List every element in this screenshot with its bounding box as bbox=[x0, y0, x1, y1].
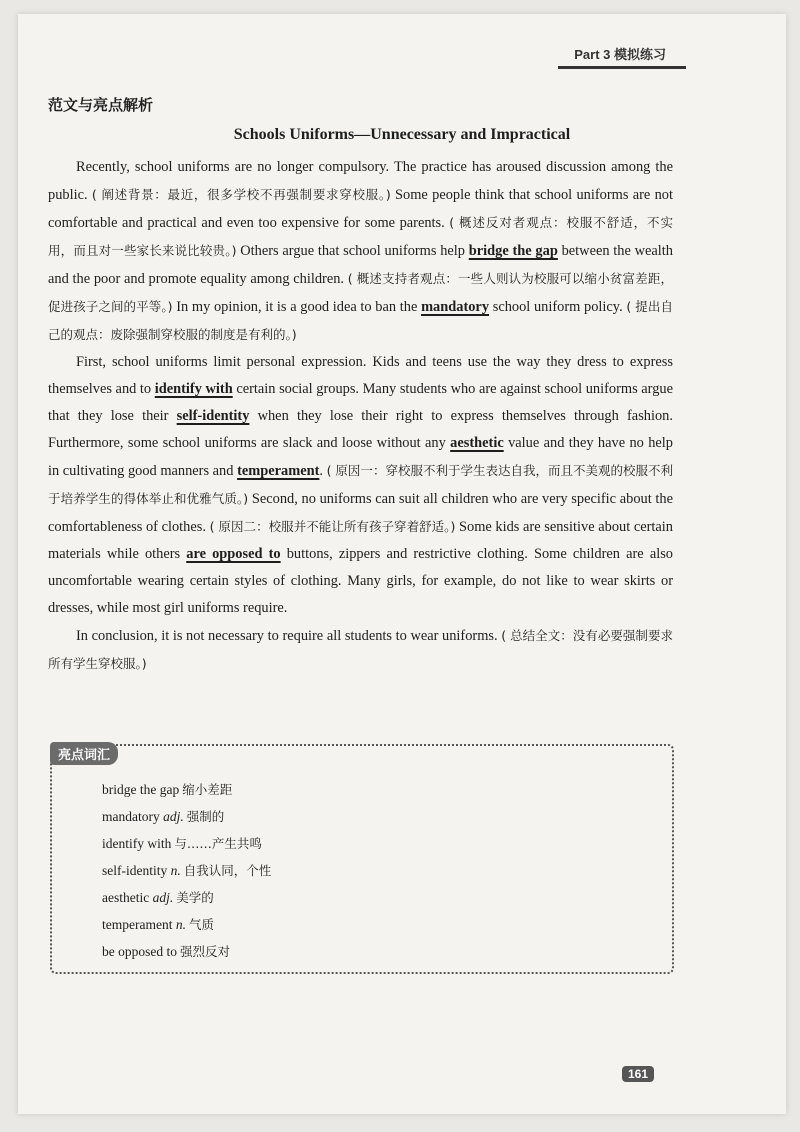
essay-body bbox=[48, 154, 673, 678]
essay-text: Some people think that school uniforms are not comfortable and practical and even too expensive for some parents. bbox=[48, 187, 673, 231]
vocab-meaning: 气质 bbox=[188, 917, 214, 932]
vocab-term: temperament bbox=[102, 917, 173, 932]
essay-text: Recently, school uniforms are no longer compulsory. The practice has aroused discussion among the public. bbox=[48, 159, 673, 203]
essay-text: Others argue that school uniforms help bbox=[236, 243, 469, 259]
vocab-list bbox=[102, 776, 271, 965]
highlight-phrase: temperament bbox=[237, 463, 320, 479]
vocab-term: identify with bbox=[102, 836, 172, 851]
essay-text: . bbox=[319, 463, 327, 479]
essay-text: certain social groups. Many students who are against school uniforms argue that they lose their bbox=[48, 381, 673, 424]
vocab-meaning: 强烈反对 bbox=[180, 944, 231, 959]
vocab-term: mandatory bbox=[102, 809, 160, 824]
vocab-item bbox=[102, 884, 271, 911]
vocab-meaning: 缩小差距 bbox=[182, 782, 233, 797]
essay-text: between the wealth and the poor and promote equality among children. bbox=[48, 243, 673, 287]
essay-text: buttons, zippers and restrictive clothing. Some children are also uncomfortable wearing certain styles of clothing. Many girls, for example, do not like to wear skirts or dresses, while most girl uniforms require. bbox=[48, 546, 673, 616]
vocab-item bbox=[102, 857, 271, 884]
chinese-annotation: ( 原因二：校服并不能让所有孩子穿着舒适。) bbox=[209, 519, 456, 534]
book-page bbox=[18, 14, 786, 1114]
chinese-annotation: ( 概述支持者观点：一些人则认为校服可以缩小贫富差距，促进孩子之间的平等。) bbox=[48, 271, 673, 314]
vocab-item bbox=[102, 803, 271, 830]
vocab-pos: n. bbox=[172, 917, 186, 932]
vocab-box bbox=[50, 744, 674, 974]
highlight-phrase: are opposed to bbox=[186, 546, 281, 562]
highlight-phrase: bridge the gap bbox=[468, 243, 558, 259]
vocab-term: be opposed to bbox=[102, 944, 177, 959]
vocab-item bbox=[102, 830, 271, 857]
essay-title: Schools Uniforms—Unnecessary and Impractical bbox=[233, 126, 571, 143]
vocab-pos: adj. bbox=[149, 890, 174, 905]
vocab-pos: n. bbox=[167, 863, 181, 878]
chinese-annotation: ( 总结全文：没有必要强制要求所有学生穿校服。) bbox=[48, 628, 673, 671]
essay-paragraph bbox=[48, 622, 673, 678]
vocab-term: bridge the gap bbox=[102, 782, 180, 797]
vocab-term: aesthetic bbox=[102, 890, 150, 905]
header-rule bbox=[558, 66, 686, 69]
chinese-annotation: ( 阐述背景：最近，很多学校不再强制要求穿校服。) bbox=[91, 187, 391, 202]
essay-paragraph bbox=[48, 349, 673, 622]
highlight-phrase: identify with bbox=[154, 381, 233, 397]
chinese-annotation: ( 概述反对者观点：校服不舒适，不实用，而且对一些家长来说比较贵。) bbox=[48, 215, 673, 258]
essay-text: school uniform policy. bbox=[489, 299, 627, 315]
essay-text: Some kids are sensitive about certain materials while others bbox=[48, 519, 673, 562]
highlight-phrase: mandatory bbox=[421, 299, 490, 315]
vocab-label: 亮点词汇 bbox=[50, 742, 118, 765]
highlight-phrase: aesthetic bbox=[450, 435, 504, 451]
highlight-phrase: self-identity bbox=[176, 408, 250, 424]
vocab-term: self-identity bbox=[102, 863, 168, 878]
vocab-item bbox=[102, 911, 271, 938]
vocab-meaning: 自我认同，个性 bbox=[183, 863, 272, 878]
vocab-item bbox=[102, 776, 271, 803]
essay-text: Second, no uniforms can suit all children who are very specific about the comfortableness of clothes. bbox=[48, 491, 673, 535]
vocab-pos: adj. bbox=[159, 809, 184, 824]
vocab-item bbox=[102, 938, 271, 965]
vocab-meaning: 美学的 bbox=[176, 890, 214, 905]
page-number: 161 bbox=[622, 1066, 654, 1082]
running-header: Part 3 模拟练习 bbox=[574, 47, 666, 62]
essay-text: In conclusion, it is not necessary to require all students to wear uniforms. bbox=[76, 628, 502, 644]
essay-text: value and they have no help in cultivating good manners and bbox=[48, 435, 673, 479]
section-title: 范文与亮点解析 bbox=[48, 96, 154, 114]
essay-text: when they lose their right to express themselves through fashion. Furthermore, some school uniforms are slack and loose without any bbox=[48, 408, 673, 451]
chinese-annotation: ( 提出自己的观点：废除强制穿校服的制度是有利的。) bbox=[48, 299, 673, 342]
chinese-annotation: ( 原因一：穿校服不利于学生表达自我，而且不美观的校服不利于培养学生的得体举止和优雅气质。) bbox=[48, 463, 673, 506]
vocab-meaning: 强制的 bbox=[186, 809, 225, 824]
vocab-meaning: 与……产生共鸣 bbox=[174, 836, 262, 851]
essay-text: First, school uniforms limit personal expression. Kids and teens use the way they dress to express themselves and to bbox=[48, 354, 673, 397]
essay-paragraph bbox=[48, 154, 673, 349]
essay-text: In my opinion, it is a good idea to ban the bbox=[172, 299, 422, 315]
